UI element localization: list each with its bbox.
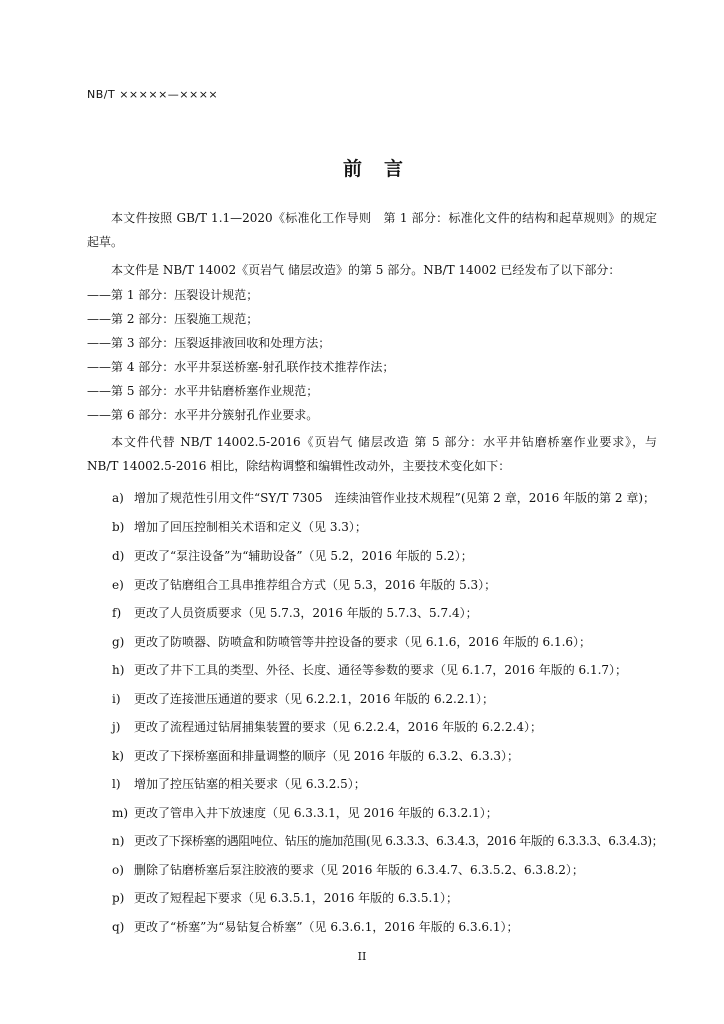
change-item — [112, 575, 496, 595]
change-marker: d) — [112, 549, 125, 563]
page-title: 前言 — [342, 158, 425, 180]
change-item — [112, 917, 519, 937]
standard-code-header: NB/T ×××××—×××× — [87, 88, 219, 101]
list-dash: —— — [87, 336, 111, 350]
list-item — [87, 381, 318, 401]
change-text: 更改了流程通过钻屑捕集装置的要求（见 6.2.2.4，2016 年版的 6.2.2.4）； — [134, 720, 542, 734]
change-text: 更改了井下工具的类型、外径、长度、通径等参数的要求（见 6.1.7，2016 年版的 6.1.7）； — [134, 663, 628, 677]
change-marker: o) — [112, 863, 124, 877]
list-item-text: 第 2 部分：压裂施工规范； — [111, 312, 259, 326]
change-text: 增加了回压控制相关术语和定义（见 3.3）； — [134, 520, 367, 534]
change-item — [112, 774, 366, 794]
change-item — [112, 632, 591, 652]
change-text: 更改了下探桥塞的遇阻吨位、钻压的施加范围(见 6.3.3.3、6.3.4.3，2016 年版的 6.3.3.3、6.3.4.3)； — [134, 834, 664, 848]
change-item — [112, 517, 367, 537]
change-text: 删除了钻磨桥塞后泵注胶液的要求（见 2016 年版的 6.3.4.7、6.3.5.2、6.3.8.2）； — [134, 863, 584, 877]
change-item — [112, 689, 494, 709]
change-item — [112, 888, 458, 908]
change-text: 更改了钻磨组合工具串推荐组合方式（见 5.3，2016 年版的 5.3）； — [134, 578, 497, 592]
change-item — [112, 660, 627, 680]
change-item — [112, 803, 498, 823]
change-marker: k) — [112, 749, 124, 763]
change-marker: h) — [112, 663, 125, 677]
list-dash: —— — [87, 288, 111, 302]
change-text: 更改了短程起下要求（见 6.3.5.1，2016 年版的 6.3.5.1）； — [134, 891, 458, 905]
change-text: 增加了规范性引用文件“SY/T 7305 连续油管作业技术规程”(见第 2 章，2016 年版的第 2 章)； — [134, 491, 656, 505]
change-text: 更改了管串入井下放速度（见 6.3.3.1，见 2016 年版的 6.3.2.1）； — [134, 806, 498, 820]
change-marker: l) — [112, 777, 121, 791]
change-marker: e) — [112, 578, 124, 592]
page-number: II — [357, 950, 367, 963]
change-marker: p) — [112, 891, 125, 905]
list-item — [87, 357, 394, 377]
change-text: 更改了“泵注设备”为“辅助设备”（见 5.2，2016 年版的 5.2）； — [134, 549, 473, 563]
change-marker: b) — [112, 520, 125, 534]
change-item — [112, 488, 655, 508]
change-text: 更改了防喷器、防喷盒和防喷管等井控设备的要求（见 6.1.6，2016 年版的 6.1.6）； — [134, 635, 592, 649]
list-dash: —— — [87, 312, 111, 326]
change-marker: n) — [112, 834, 125, 848]
change-item — [112, 860, 584, 880]
change-marker: q) — [112, 920, 125, 934]
paragraph-series-info: 本文件是 NB/T 14002《页岩气 储层改造》的第 5 部分。NB/T 14002 已经发布了以下部分： — [111, 263, 621, 277]
list-item-text: 第 5 部分：水平井钻磨桥塞作业规范； — [111, 384, 319, 398]
change-marker: m) — [112, 806, 129, 820]
change-item — [112, 546, 473, 566]
change-marker: j) — [112, 720, 121, 734]
list-item — [87, 285, 258, 305]
change-marker: f) — [112, 606, 122, 620]
change-marker: g) — [112, 635, 125, 649]
paragraph-replacement-info: 本文件代替 NB/T 14002.5-2016《页岩气 储层改造 第 5 部分：水平井钻磨桥塞作业要求》，与 NB/T 14002.5-2016 相比，除结构调整和编辑性改动外，主要技术变化如下： — [87, 435, 657, 473]
list-item-text: 第 4 部分：水平井泵送桥塞-射孔联作技术推荐作法； — [111, 360, 395, 374]
list-item-text: 第 6 部分：水平井分簇射孔作业要求。 — [111, 408, 319, 422]
change-item — [112, 831, 663, 851]
list-item — [87, 405, 318, 425]
change-marker: i) — [112, 692, 121, 706]
list-item — [87, 309, 258, 329]
paragraph-drafting-basis: 本文件按照 GB/T 1.1—2020《标准化工作导则 第 1 部分：标准化文件的结构和起草规则》的规定起草。 — [87, 211, 657, 249]
change-text: 更改了连接泄压通道的要求（见 6.2.2.1，2016 年版的 6.2.2.1）； — [134, 692, 494, 706]
change-text: 更改了下探桥塞面和排量调整的顺序（见 2016 年版的 6.3.2、6.3.3）； — [134, 749, 520, 763]
change-text: 更改了“桥塞”为“易钻复合桥塞”（见 6.3.6.1，2016 年版的 6.3.6.1）； — [134, 920, 519, 934]
change-item — [112, 717, 542, 737]
change-item — [112, 746, 519, 766]
change-item — [112, 603, 478, 623]
list-dash: —— — [87, 360, 111, 374]
list-item — [87, 333, 330, 353]
change-marker: a) — [112, 491, 124, 505]
change-text: 增加了控压钻塞的相关要求（见 6.3.2.5）； — [134, 777, 366, 791]
list-dash: —— — [87, 408, 111, 422]
change-text: 更改了人员资质要求（见 5.7.3，2016 年版的 5.7.3、5.7.4）； — [134, 606, 478, 620]
list-item-text: 第 3 部分：压裂返排液回收和处理方法； — [111, 336, 331, 350]
list-dash: —— — [87, 384, 111, 398]
list-item-text: 第 1 部分：压裂设计规范； — [111, 288, 259, 302]
